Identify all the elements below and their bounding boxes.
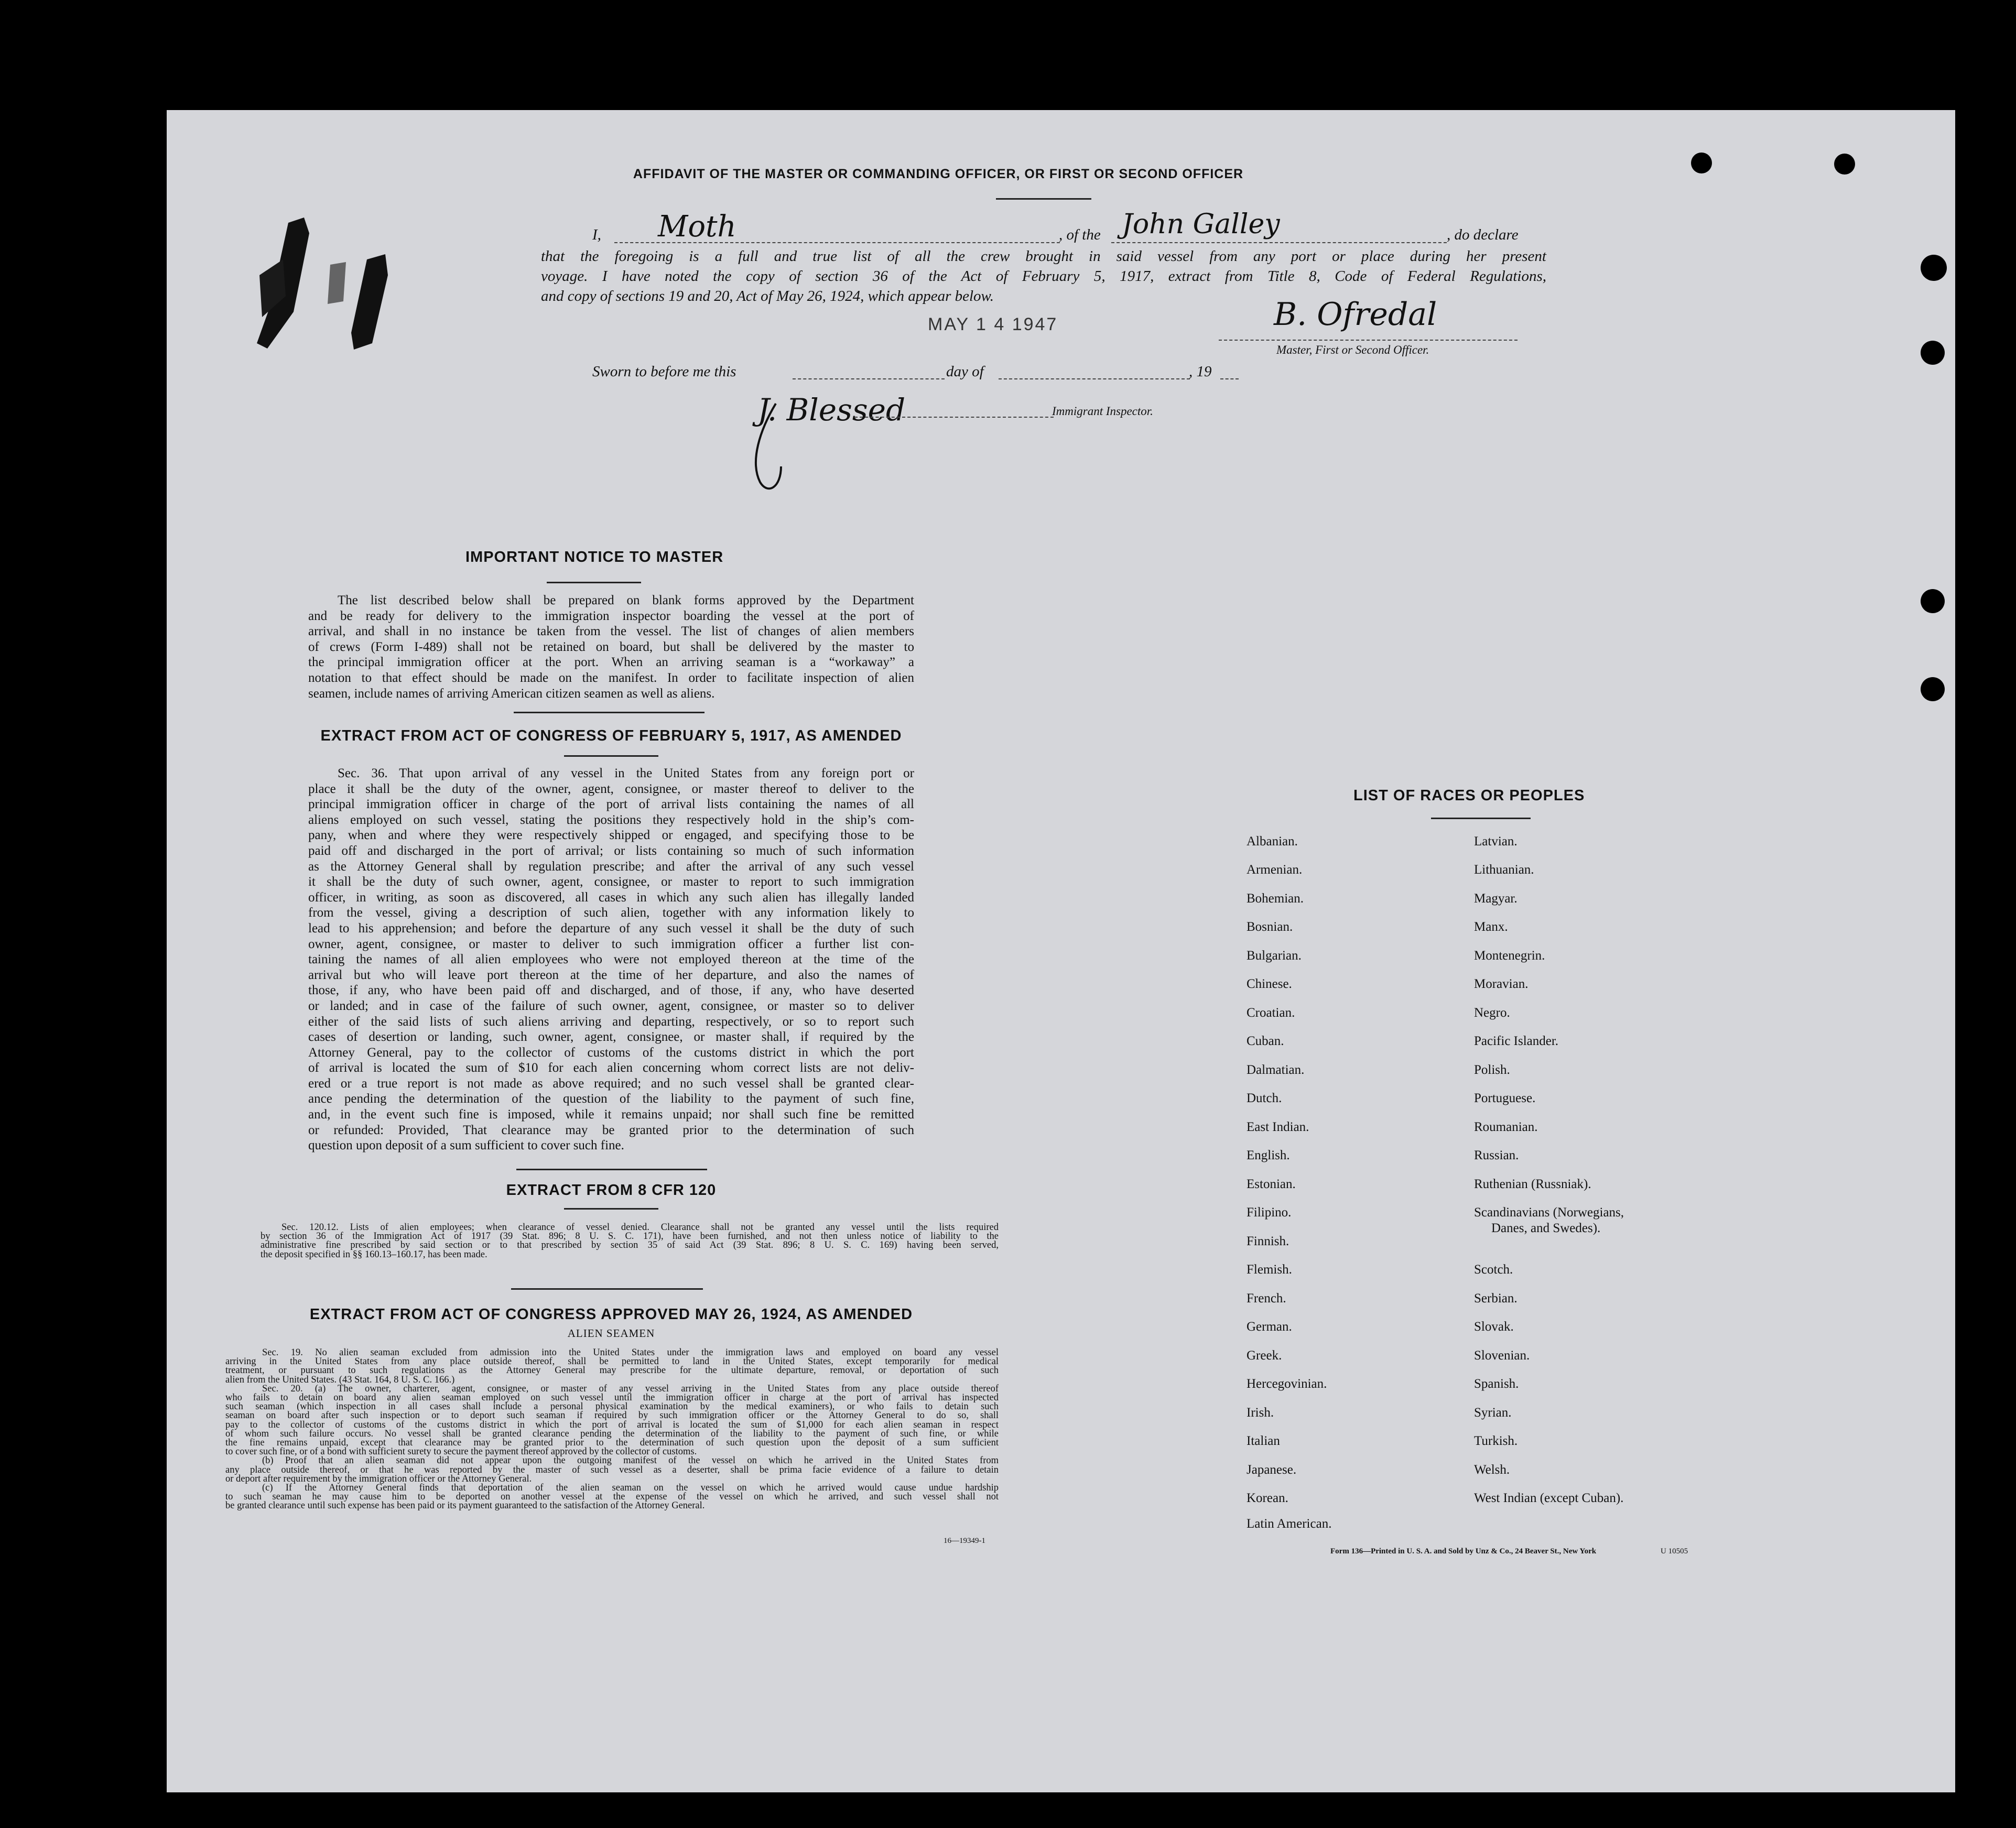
race-item: Scandinavians (Norwegians, <box>1474 1205 1624 1220</box>
affidavit-declare-label: , do declare <box>1447 226 1519 243</box>
race-item: Cuban. <box>1247 1034 1284 1048</box>
extract-1924-title: EXTRACT FROM ACT OF CONGRESS APPROVED MAY 26, 1924, AS AMENDED <box>309 1306 913 1323</box>
punch-hole <box>1955 1231 1980 1256</box>
form-print-note: Form 136—Printed in U. S. A. and Sold by Unz & Co., 24 Beaver St., New York <box>1330 1547 1597 1555</box>
race-item: Slovenian. <box>1474 1348 1530 1363</box>
section-line: any place outside thereof, or that he was reported by the master of such vessel as a deserter, shall be prima facie evidence of a failure to detain <box>225 1464 999 1475</box>
race-item: English. <box>1247 1148 1290 1162</box>
section-36-line: owner, agent, consignee, or master to deliver to such immigration officer a further list con- <box>308 937 914 951</box>
signature-flourish <box>744 398 797 493</box>
race-item: Bulgarian. <box>1247 949 1302 963</box>
race-item: Japanese. <box>1247 1463 1297 1477</box>
race-item: Slovak. <box>1474 1320 1514 1334</box>
section-36-line: and, in the event such fine is imposed, while it remains unpaid; nor shall such fine be remitted <box>308 1107 914 1122</box>
alien-seamen-subtitle: ALIEN SEAMEN <box>567 1327 655 1340</box>
print-code: 16—19349-1 <box>944 1537 985 1545</box>
race-item: West Indian (except Cuban). <box>1474 1491 1624 1505</box>
divider <box>514 712 704 713</box>
race-item: Welsh. <box>1474 1463 1510 1477</box>
divider <box>516 1169 707 1170</box>
race-item: Polish. <box>1474 1063 1510 1077</box>
cfr-title: EXTRACT FROM 8 CFR 120 <box>506 1182 717 1199</box>
affidavit-line-4: and copy of sections 19 and 20, Act of May 26, 1924, which appear below. <box>541 288 994 304</box>
race-item: Korean. <box>1247 1491 1288 1505</box>
cfr-line: by section 36 of the Immigration Act of 1917 (39 Stat. 896; 8 U. S. C. 171), have been furnished, and not then unless notice of liability to the <box>261 1231 999 1242</box>
race-item: Croatian. <box>1247 1006 1295 1020</box>
affidavit-of-the-label: , of the <box>1059 226 1101 243</box>
section-line: Sec. 19. No alien seaman excluded from admission into the United States under the immigration laws and employed on board any vessel <box>262 1347 999 1358</box>
section-36-line: Attorney General, pay to the collector of customs of the customs district in which the port <box>308 1045 914 1060</box>
race-item: Dalmatian. <box>1247 1063 1305 1077</box>
section-36-line: question upon deposit of a sum sufficient to cover such fine. <box>308 1138 624 1153</box>
race-item: Filipino. <box>1247 1205 1292 1220</box>
handwritten-master-name: Moth <box>658 210 736 244</box>
inspector-signature-line <box>854 417 1054 418</box>
section-line: seaman on board after such inspection or to deport such seaman if required by such immigration officer or the Attorney General to do so, shall <box>225 1410 999 1421</box>
punch-hole <box>1691 153 1712 173</box>
race-item: Serbian. <box>1474 1291 1518 1305</box>
race-item: Latin American. <box>1247 1517 1332 1531</box>
punch-hole <box>1834 154 1855 175</box>
affidavit-line-2: that the foregoing is a full and true list of all the crew brought in said vessel from any port or place during her present <box>541 248 1546 265</box>
master-signature: B. Ofredal <box>1274 296 1437 333</box>
notice-line: the principal immigration officer at the port. When an arriving seaman is a “workaway” a <box>308 655 914 670</box>
race-item: Flemish. <box>1247 1263 1292 1277</box>
cfr-line: administrative fine prescribed by said section or to that prescribed by section 35 of said Act (39 Stat. 896; 8 U. S. C. 169) having been served, <box>261 1240 999 1251</box>
section-line: Sec. 20. (a) The owner, charterer, agent, consignee, or master of any vessel arriving in the United States from any place outside thereof <box>262 1383 999 1394</box>
section-36-line: cases of desertion or landing, such owner, agent, consignee, or master shall, if required by the <box>308 1030 914 1044</box>
section-36-line: arrival but who will leave port thereon at the time of her departure, and also the names of <box>308 967 914 982</box>
section-36-line: aliens employed on such vessel, stating the positions they respectively hold in the ship’s com- <box>308 812 914 827</box>
section-36-line: taining the names of all alien employees who were not employed thereon at the time of the <box>308 952 914 967</box>
cfr-line: Sec. 120.12. Lists of alien employees; when clearance of vessel denied. Clearance shall not be granted any vessel until the lists required <box>281 1222 999 1233</box>
section-36-line: place it shall be the duty of the owner, agent, consignee, or master thereof to deliver to the <box>308 781 914 796</box>
punch-hole <box>1921 589 1945 613</box>
race-item: Armenian. <box>1247 863 1303 877</box>
section-36-line: paid off and discharged in the port of arrival; or lists containing so much of such information <box>308 843 914 858</box>
sworn-day-line <box>793 378 945 379</box>
divider <box>511 1288 703 1290</box>
race-item: Manx. <box>1474 920 1508 934</box>
section-36-line: lead to his apprehension; and before the departure of any such vessel it shall be the duty of such <box>308 921 914 935</box>
notice-line: notation to that effect should be made on the manifest. In order to facilitate inspection of alien <box>308 670 914 685</box>
section-36-line: those, if any, who have been paid off and discharged, and of those, if any, who have deserted <box>308 983 914 998</box>
cfr-line: the deposit specified in §§ 160.13–160.17, has been made. <box>261 1249 487 1260</box>
sworn-year-label: , 19 <box>1189 363 1212 380</box>
section-36-line: Sec. 36. That upon arrival of any vessel in the United States from any foreign port or <box>338 766 914 780</box>
section-line: such seaman (which inspection in all cases shall include a personal physical examination by the medical examiners), or who fails to detain such <box>225 1401 999 1412</box>
notice-line: seamen, include names of arriving American citizen seamen as well as aliens. <box>308 686 715 701</box>
race-item: Latvian. <box>1474 834 1518 848</box>
race-item: Estonian. <box>1247 1177 1296 1191</box>
section-line: pay to the collector of customs of the customs district in which the port of arrival is located the sum of $1,000 for each alien seaman in respect <box>225 1419 999 1430</box>
section-36-line: it shall be the duty of such owner, agent, consignee, or master to report to such immigration <box>308 875 914 889</box>
smudged-stamp-marks <box>246 212 409 359</box>
section-36-line: officer, in writing, as soon as discovered, all cases in which any such alien has illegally landed <box>308 890 914 905</box>
race-item: Albanian. <box>1247 834 1298 848</box>
race-item: Lithuanian. <box>1474 863 1534 877</box>
punch-hole <box>1955 1562 1980 1587</box>
cfr-text <box>261 1223 999 1259</box>
punch-hole <box>1955 1477 1982 1504</box>
section-line: who fails to detain on board any alien seaman employed on such vessel until the immigration officer in charge at the port of arrival has inspected <box>225 1392 999 1403</box>
race-item: Bosnian. <box>1247 920 1293 934</box>
sections-19-20-text <box>225 1348 999 1511</box>
extract-1917-title: EXTRACT FROM ACT OF CONGRESS OF FEBRUARY 5, 1917, AS AMENDED <box>320 727 902 744</box>
section-36-line: from the vessel, giving a description of such alien, together with any information likely to <box>308 906 914 920</box>
race-item: Dutch. <box>1247 1091 1282 1105</box>
master-caption: Master, First or Second Officer. <box>1276 343 1429 356</box>
notice-line: arrival, and shall in no instance be taken from the vessel. The list of changes of alien members <box>308 624 914 639</box>
punch-hole <box>1921 341 1945 365</box>
section-36-line: of arrival is located the sum of $10 for each alien concerning whom correct lists are not deliv- <box>308 1061 914 1075</box>
section-line: treatment, or pursuant to such regulations as the Attorney General may prescribe for the ultimate departure, removal, or deportation of such <box>225 1365 999 1376</box>
race-item: Moravian. <box>1474 977 1529 991</box>
section-line: (b) Proof that an alien seaman did not appear upon the outgoing manifest of the vessel on which he arrived in the United States from <box>262 1455 999 1466</box>
affidavit-i-label: I, <box>592 226 601 243</box>
master-signature-line <box>1219 340 1518 341</box>
sworn-day-of-label: day of <box>946 363 984 380</box>
date-stamp: MAY 1 4 1947 <box>928 314 1058 334</box>
punch-hole <box>1921 255 1947 281</box>
notice-line: The list described below shall be prepared on blank forms approved by the Department <box>338 593 914 607</box>
race-item: Greek. <box>1247 1348 1282 1363</box>
divider <box>547 582 641 583</box>
race-item: Scotch. <box>1474 1263 1513 1277</box>
section-line: alien from the United States. (43 Stat. 164, 8 U. S. C. 166.) <box>225 1374 455 1385</box>
sworn-label: Sworn to before me this <box>592 363 736 380</box>
affidavit-title: AFFIDAVIT OF THE MASTER OR COMMANDING OFFICER, OR FIRST OR SECOND OFFICER <box>633 167 1244 181</box>
inspector-signature: J. Blessed <box>757 392 906 428</box>
inspector-caption: Immigrant Inspector. <box>1052 405 1153 418</box>
section-line: be granted clearance until such expense has been paid or its payment guaranteed to the satisfaction of the Attorney General. <box>225 1500 705 1511</box>
race-item: Ruthenian (Russniak). <box>1474 1177 1591 1191</box>
race-item: Syrian. <box>1474 1406 1512 1420</box>
sworn-month-line <box>999 378 1190 379</box>
punch-hole <box>1921 677 1945 701</box>
affidavit-line-3: voyage. I have noted the copy of section 36 of the Act of February 5, 1917, extract from Title 8, Code of Federal Regulations, <box>541 268 1546 285</box>
race-item: Roumanian. <box>1474 1120 1538 1134</box>
race-item: Montenegrin. <box>1474 949 1545 963</box>
notice-title: IMPORTANT NOTICE TO MASTER <box>465 549 724 565</box>
section-line: the fine remains unpaid, except that clearance may be granted prior to the determination of such question upon the deposit of a sum sufficient <box>225 1438 999 1449</box>
section-line: arriving in the United States from any place outside thereof, shall be permitted to land in the United States, except temporarily for medical <box>225 1356 999 1367</box>
section-line: of whom such failure occurs. No vessel shall be granted clearance pending the determination of the liability to the payment of such fine, or while <box>225 1428 999 1439</box>
divider <box>564 1208 658 1210</box>
race-item: Chinese. <box>1247 977 1292 991</box>
race-item: German. <box>1247 1320 1292 1334</box>
notice-text <box>308 593 914 701</box>
race-item: French. <box>1247 1291 1286 1305</box>
section-36-line: principal immigration officer in charge of the port of arrival lists containing the names of all <box>308 797 914 812</box>
section-line: to such seaman he may cause him to be deported on another vessel at the expense of the vessel on which he arrived, and such vessel shall not <box>225 1492 999 1503</box>
race-item: Portuguese. <box>1474 1091 1536 1105</box>
form-code: U 10505 <box>1661 1547 1688 1555</box>
race-item: Magyar. <box>1474 891 1518 906</box>
section-36-line: or landed; and in case of the failure of such owner, agent, consignee, or master so to deliver <box>308 998 914 1013</box>
divider <box>1431 818 1531 819</box>
races-title: LIST OF RACES OR PEOPLES <box>1353 787 1585 804</box>
race-item: Finnish. <box>1247 1234 1289 1248</box>
sworn-year-line <box>1220 378 1239 379</box>
handwritten-vessel-name: John Galley <box>1122 209 1280 240</box>
section-36-line: as the Attorney General shall by regulation prescribe; and after the arrival of any such vessel <box>308 859 914 874</box>
section-line: or deport after requirement by the immigration officer or the Attorney General. <box>225 1473 532 1484</box>
vessel-name-line <box>1111 242 1447 243</box>
notice-line: of crews (Form I-489) shall not be retained on board, but shall be delivered by the master to <box>308 639 914 654</box>
race-item: Turkish. <box>1474 1434 1518 1448</box>
divider <box>996 198 1091 200</box>
race-item: Bohemian. <box>1247 891 1304 906</box>
section-36-text <box>308 766 914 1154</box>
race-item: East Indian. <box>1247 1120 1309 1134</box>
race-item: Russian. <box>1474 1148 1519 1162</box>
race-item: Danes, and Swedes). <box>1491 1221 1601 1235</box>
race-item: Pacific Islander. <box>1474 1034 1559 1048</box>
race-item: Italian <box>1247 1434 1280 1448</box>
section-line: to cover such fine, or of a bond with sufficient surety to secure the payment thereof approved by the collector of customs. <box>225 1446 697 1457</box>
race-item: Hercegovinian. <box>1247 1377 1327 1391</box>
race-item: Spanish. <box>1474 1377 1519 1391</box>
section-line: (c) If the Attorney General finds that deportation of the alien seaman on the vessel on which he arrived would cause undue hardship <box>262 1483 999 1494</box>
race-item: Irish. <box>1247 1406 1274 1420</box>
section-36-line: ered or a true report is not made as above required; and no such vessel shall be granted clear- <box>308 1076 914 1091</box>
punch-hole <box>1955 1145 1981 1171</box>
section-36-line: pany, when and where they were respectively shipped or engaged, and specifying those to be <box>308 828 914 843</box>
section-36-line: ance pending the determination of the question of the liability to the payment of such fine, <box>308 1092 914 1106</box>
notice-line: and be ready for delivery to the immigration inspector boarding the vessel at the port of <box>308 608 914 623</box>
race-item: Negro. <box>1474 1006 1510 1020</box>
section-36-line: or refunded: Provided, That clearance may be granted prior to the determination of such <box>308 1123 914 1137</box>
divider <box>564 755 658 757</box>
section-36-line: either of the said lists of such aliens arriving and departing, respectively, or so to report such <box>308 1014 914 1029</box>
